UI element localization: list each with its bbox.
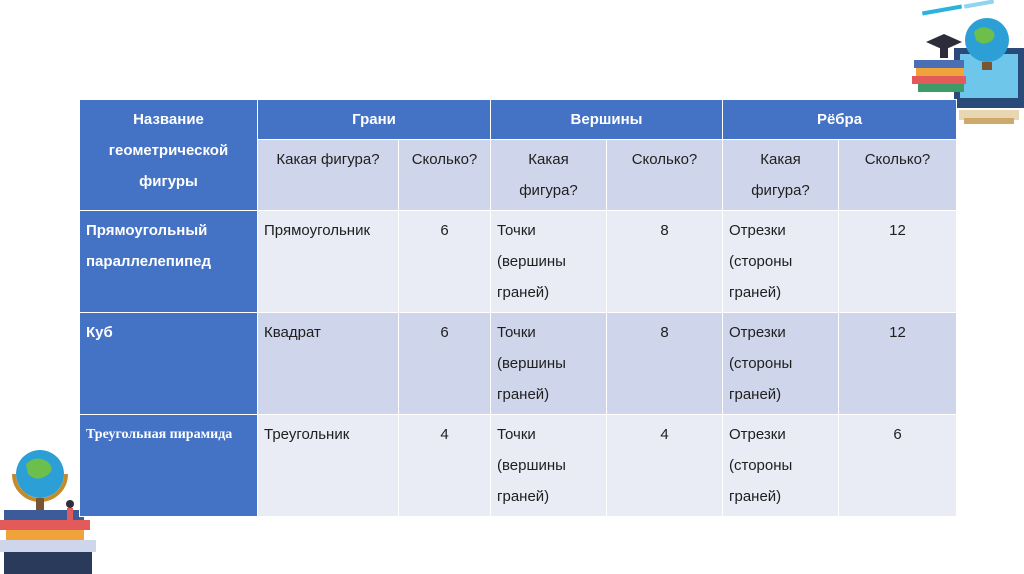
face-count-cell: 6 bbox=[399, 313, 491, 415]
table-row bbox=[80, 415, 957, 517]
header-vertices: Вершины bbox=[491, 100, 723, 140]
vertex-count-cell: 8 bbox=[607, 313, 723, 415]
vertex-shape-cell: Точки (вершины граней) bbox=[491, 313, 607, 415]
subheader-faces-count: Сколько? bbox=[399, 140, 491, 211]
vertex-shape-cell: Точки (вершины граней) bbox=[491, 211, 607, 313]
table-row bbox=[80, 211, 957, 313]
face-shape-cell: Прямоугольник bbox=[258, 211, 399, 313]
edge-count-cell: 6 bbox=[839, 415, 957, 517]
header-edges: Рёбра bbox=[723, 100, 957, 140]
edge-shape-cell: Отрезки (стороны граней) bbox=[723, 211, 839, 313]
edge-count-cell: 12 bbox=[839, 313, 957, 415]
face-shape-cell: Треугольник bbox=[258, 415, 399, 517]
geometry-table bbox=[79, 99, 957, 517]
row-figure-name: Прямоугольный параллелепипед bbox=[80, 211, 258, 313]
vertex-shape-cell: Точки (вершины граней) bbox=[491, 415, 607, 517]
header-faces: Грани bbox=[258, 100, 491, 140]
edge-count-cell: 12 bbox=[839, 211, 957, 313]
face-count-cell: 4 bbox=[399, 415, 491, 517]
row-figure-name: Куб bbox=[80, 313, 258, 415]
subheader-vertices-which: Какая фигура? bbox=[491, 140, 607, 211]
header-figure-name bbox=[80, 100, 258, 211]
face-shape-cell: Квадрат bbox=[258, 313, 399, 415]
vertex-count-cell: 4 bbox=[607, 415, 723, 517]
subheader-edges-count: Сколько? bbox=[839, 140, 957, 211]
subheader-faces-which: Какая фигура? bbox=[258, 140, 399, 211]
edge-shape-cell: Отрезки (стороны граней) bbox=[723, 313, 839, 415]
row-figure-name: Треугольная пирамида bbox=[80, 415, 258, 517]
edge-shape-cell: Отрезки (стороны граней) bbox=[723, 415, 839, 517]
face-count-cell: 6 bbox=[399, 211, 491, 313]
subheader-vertices-count: Сколько? bbox=[607, 140, 723, 211]
header-figure-name-label: Название геометрической фигуры bbox=[108, 111, 229, 190]
subheader-edges-which: Какая фигура? bbox=[723, 140, 839, 211]
table-row bbox=[80, 313, 957, 415]
vertex-count-cell: 8 bbox=[607, 211, 723, 313]
